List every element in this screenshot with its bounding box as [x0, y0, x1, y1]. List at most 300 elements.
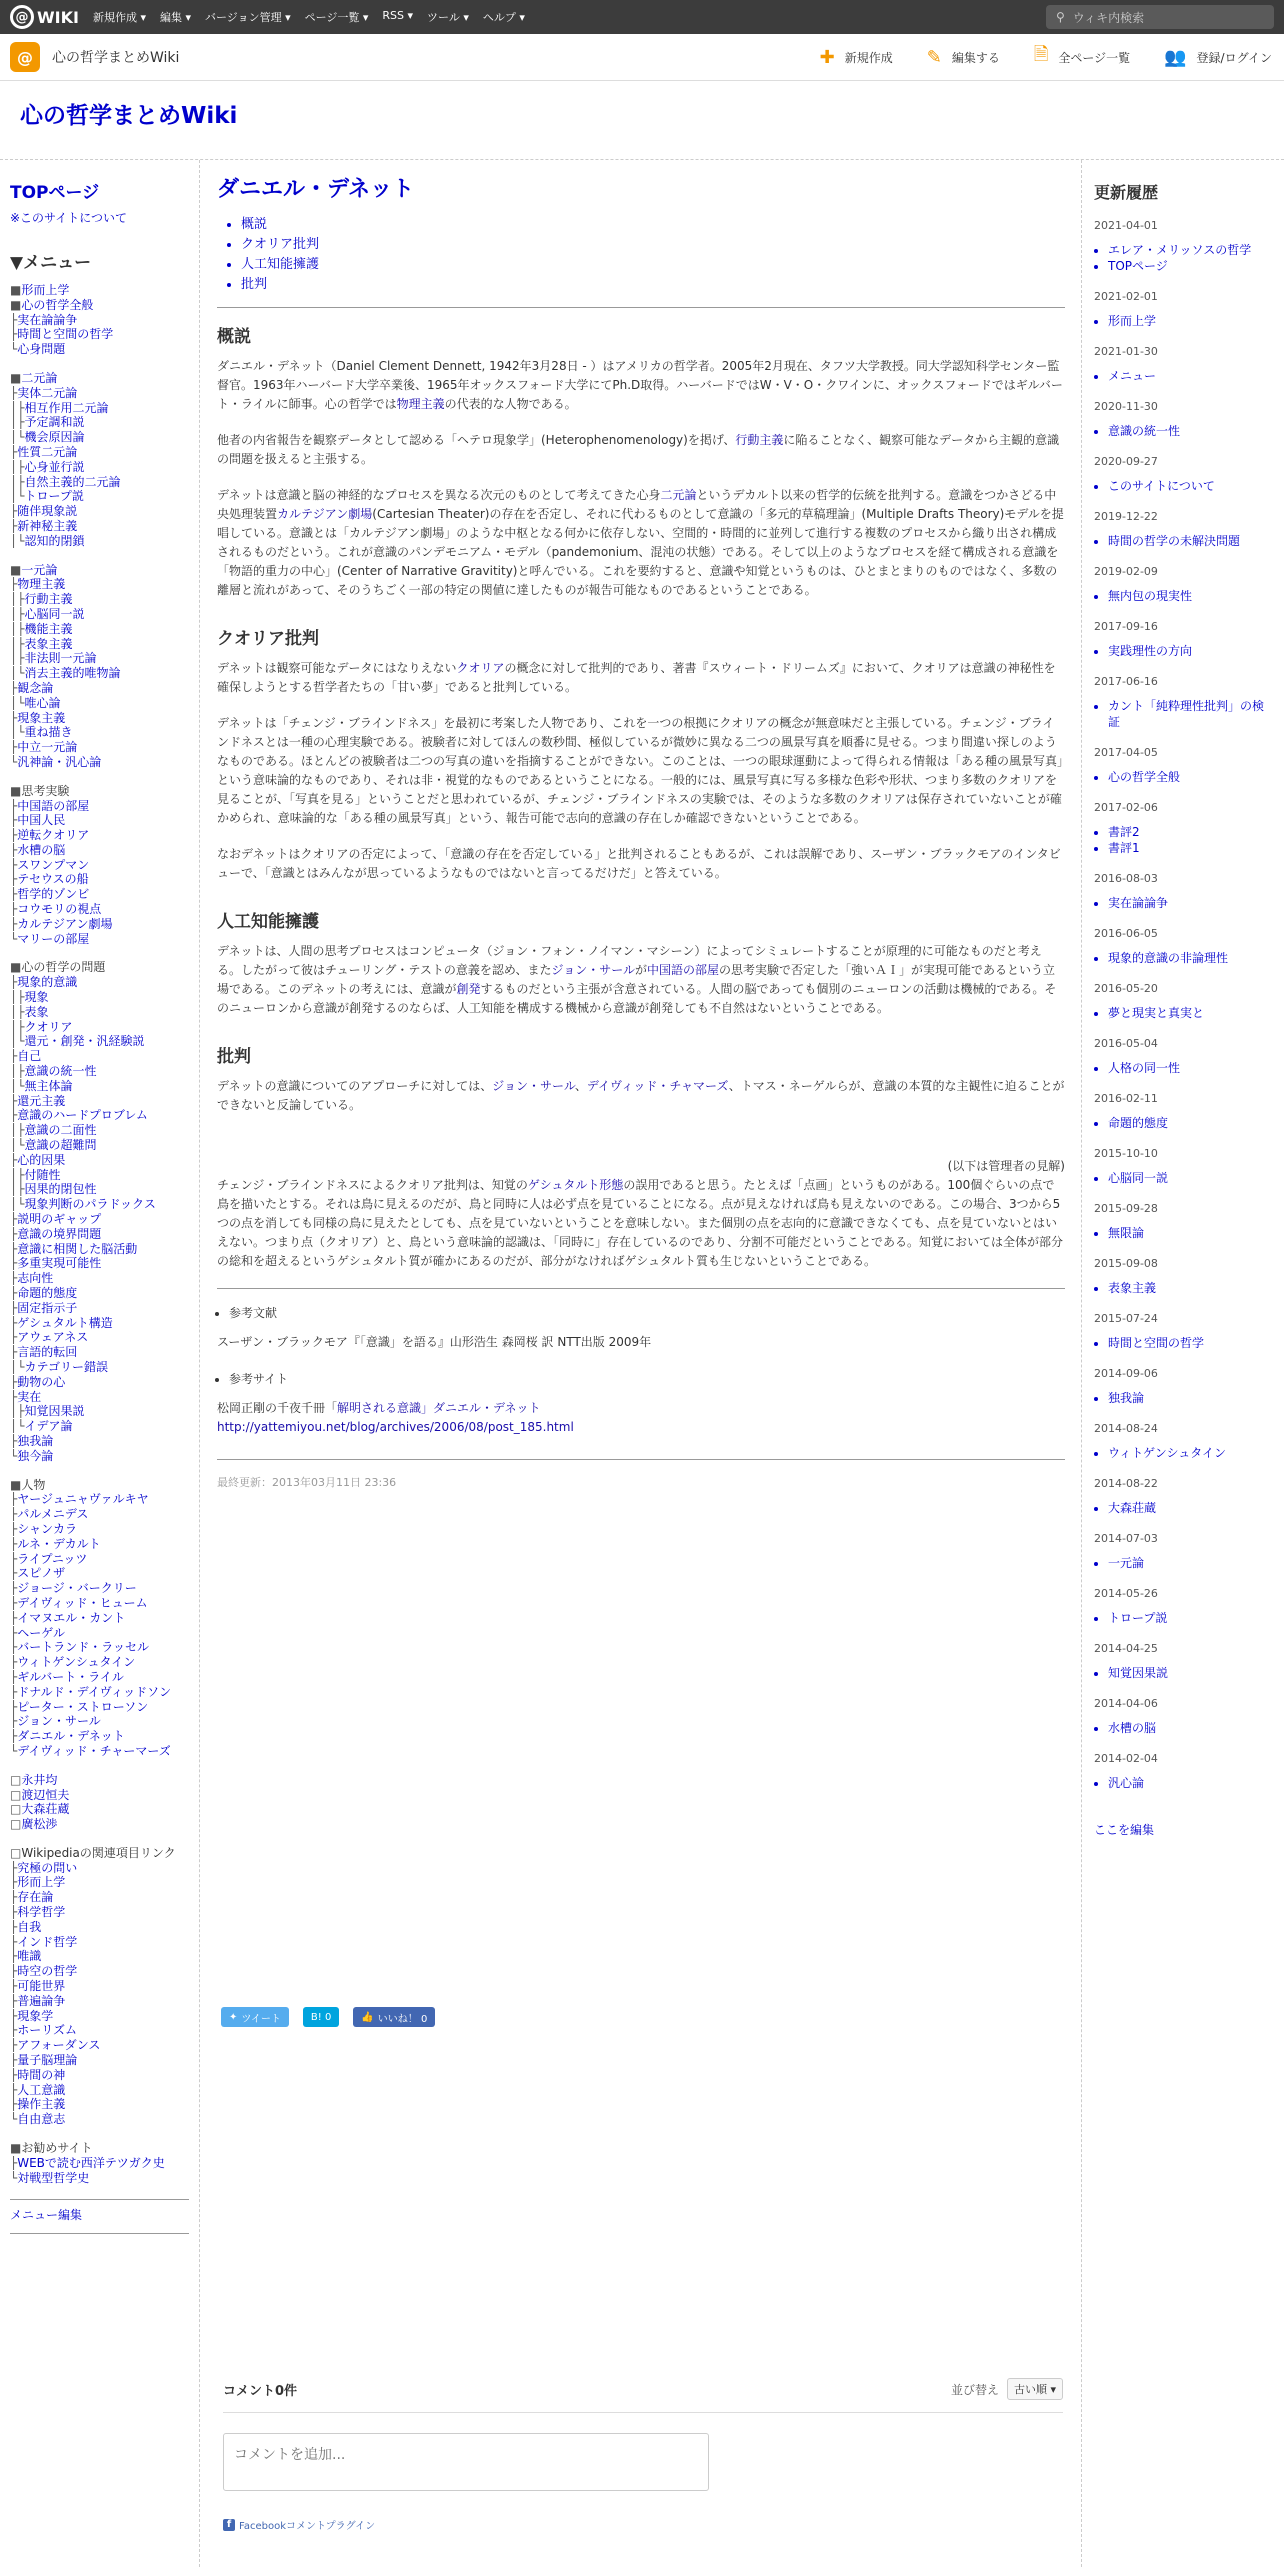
wiki-title[interactable]: 心の哲学まとめWiki [20, 103, 238, 129]
sidebar-item[interactable] [10, 1744, 189, 1759]
change-item-link[interactable]: • 形而上学 [1108, 313, 1274, 329]
tree-marker: ■ [10, 960, 22, 975]
sidebar-item[interactable] [10, 1935, 189, 1950]
link-dualism[interactable]: 二元論 [660, 488, 697, 502]
change-list [1108, 1060, 1274, 1076]
sidebar-item[interactable] [10, 1861, 189, 1876]
sidebar-item[interactable] [10, 577, 189, 592]
sidebar-item[interactable] [10, 1714, 189, 1729]
sidebar-item[interactable] [10, 298, 189, 313]
change-item-link[interactable]: • 無内包の現実性 [1108, 588, 1274, 604]
edit-recent-link[interactable]: ここを編集 [1094, 1823, 1155, 1837]
sidebar-item[interactable] [10, 283, 189, 298]
comments-divider [223, 2412, 1063, 2413]
sort-select[interactable]: 古い順 ▾ [1007, 2378, 1063, 2400]
change-item-link[interactable]: • エレア・メリッソスの哲学 [1108, 242, 1274, 258]
hatena-bookmark-button[interactable] [303, 2007, 339, 2027]
sidebar-item[interactable] [10, 445, 189, 460]
table-of-contents [241, 215, 1065, 295]
link-physicalism[interactable]: 物理主義 [396, 397, 445, 411]
sidebar-item[interactable] [10, 1964, 189, 1979]
paragraph [217, 942, 1065, 1018]
sidebar-item-label: 一元論 [21, 562, 58, 577]
sidebar-item[interactable] [10, 1685, 189, 1700]
sidebar-item-label: 人物 [21, 1477, 46, 1492]
tree-marker: ├ [10, 1521, 18, 1536]
sidebar-item[interactable] [10, 1034, 189, 1049]
sidebar-item[interactable] [10, 1375, 189, 1390]
tree-marker: ├ [10, 2067, 18, 2082]
change-list [1108, 1390, 1274, 1406]
tree-marker: ├ [10, 1919, 18, 1934]
top-menu-item[interactable]: ヘルプ ▾ [482, 11, 525, 24]
sidebar-item[interactable] [10, 1390, 189, 1405]
sidebar-item[interactable] [10, 1492, 189, 1507]
sidebar-item[interactable] [10, 1123, 189, 1138]
change-item-link[interactable]: • 現象的意識の非論理性 [1108, 950, 1274, 966]
tree-marker: ├ [10, 1566, 18, 1581]
text: チェンジ・ブラインドネスによるクオリア批判は、知覚の [217, 1178, 528, 1192]
change-list [1108, 1115, 1274, 1131]
sidebar-item-label: 意識の統一性 [24, 1064, 97, 1079]
change-item-link[interactable]: • 心の哲学全般 [1108, 769, 1274, 785]
edit-page-label: 編集する [951, 50, 1000, 65]
sidebar-item[interactable] [10, 1566, 189, 1581]
sidebar-item[interactable] [10, 681, 189, 696]
sidebar-item-label: 存在論 [17, 1890, 54, 1905]
sidebar-item[interactable] [10, 342, 189, 357]
tree-marker: □ [10, 1845, 22, 1860]
tree-marker: ├ [10, 385, 18, 400]
sidebar-item-label: WEBで読む西洋テツガク史 [17, 2155, 165, 2170]
toc-item[interactable] [241, 275, 1065, 295]
sidebar-item[interactable] [10, 1596, 189, 1611]
sidebar-item[interactable] [10, 1301, 189, 1316]
sidebar-item[interactable] [10, 534, 189, 549]
paragraph [217, 659, 1065, 697]
sidebar-item[interactable] [10, 1197, 189, 1212]
link-qualia[interactable]: クオリア [456, 661, 505, 675]
change-item-link[interactable]: • このサイトについて [1108, 478, 1274, 494]
sidebar-item[interactable] [10, 799, 189, 814]
change-item-link[interactable]: • 命題的態度 [1108, 1115, 1274, 1131]
menu-group-heading [10, 1846, 189, 1861]
sidebar-item[interactable] [10, 858, 189, 873]
change-date: 2017-02-06 [1094, 801, 1158, 814]
text: の概念に対して批判的であり、著書『スウィート・ドリームズ』において、クオリアは意識の神秘性を確保しようとする哲学者たちの「甘い夢」であると批判している。 [217, 661, 1056, 694]
change-item-link[interactable]: • ウィトゲンシュタイン [1108, 1445, 1274, 1461]
sidebar-item[interactable] [10, 887, 189, 902]
change-list [1108, 1775, 1274, 1791]
tree-marker: ├ [10, 1993, 18, 2008]
tree-marker: ├ [10, 1507, 18, 1522]
sidebar-item-label: 永井均 [21, 1772, 58, 1787]
sidebar-item[interactable] [10, 932, 189, 947]
change-item-link[interactable]: • 夢と現実と真実と [1108, 1005, 1274, 1021]
page-title[interactable]: ダニエル・デネット [217, 177, 415, 202]
sidebar-item[interactable] [10, 592, 189, 607]
sidebar-item[interactable] [10, 1286, 189, 1301]
plus-icon: ✚ [819, 46, 835, 68]
all-pages-button[interactable] [1034, 42, 1130, 72]
tree-marker: ├ [10, 872, 18, 887]
link-david-chalmers[interactable]: デイヴィッド・チャマーズ [586, 1079, 729, 1093]
toc-item-label: 人工知能擁護 [241, 257, 320, 272]
sidebar-item-label: 認知的閉鎖 [24, 533, 85, 548]
tree-marker: ├ [10, 1905, 18, 1920]
sidebar-item[interactable] [10, 1404, 189, 1419]
site-actions [786, 34, 1272, 80]
sidebar-item[interactable] [10, 2009, 189, 2024]
change-list [1108, 824, 1274, 856]
new-page-label: 新規作成 [844, 50, 893, 65]
text: 他者の内省報告を観察データとして認める「ヘテロ現象学」(Heterophenomenology)を掲げ、 [217, 433, 736, 447]
top-menu-item[interactable]: バージョン管理 ▾ [205, 11, 291, 24]
sidebar-item-label: ジョージ・バークリー [17, 1581, 137, 1596]
sidebar-item[interactable] [10, 475, 189, 490]
tree-marker: │├ [10, 400, 25, 415]
sidebar-item[interactable] [10, 1168, 189, 1183]
change-item-link[interactable]: • 独我論 [1108, 1390, 1274, 1406]
login-button[interactable] [1164, 47, 1272, 68]
change-item-link[interactable]: • 知覚因果説 [1108, 1665, 1274, 1681]
sidebar-item-label: 性質二元論 [17, 444, 78, 459]
change-list [1108, 769, 1274, 785]
new-page-button[interactable] [820, 47, 893, 68]
change-date: 2017-06-16 [1094, 675, 1158, 688]
sidebar-item-label: 意識のハードプロブレム [17, 1108, 148, 1123]
sidebar-item-label: 科学哲学 [17, 1905, 66, 1920]
sidebar-item[interactable] [10, 519, 189, 534]
paragraph [217, 357, 1065, 414]
tree-marker: ├ [10, 1256, 18, 1271]
sidebar-item[interactable] [10, 1640, 189, 1655]
sidebar-item[interactable] [10, 872, 189, 887]
top-menu-item[interactable]: 新規作成 ▾ [92, 11, 146, 24]
sidebar-item[interactable] [10, 1729, 189, 1744]
sidebar-item[interactable] [10, 1227, 189, 1242]
sidebar-item[interactable] [10, 1537, 189, 1552]
tree-marker: □ [10, 1817, 22, 1832]
change-item-link[interactable]: • 実在論論争 [1108, 895, 1274, 911]
sidebar-item[interactable] [10, 828, 189, 843]
sidebar-item[interactable] [10, 1611, 189, 1626]
sidebar-item[interactable] [10, 460, 189, 475]
link-behaviorism[interactable]: 行動主義 [735, 433, 784, 447]
sidebar-item[interactable] [10, 327, 189, 342]
recent-changes-title: 更新履歴 [1094, 183, 1159, 202]
sidebar-item[interactable] [10, 1020, 189, 1035]
link-gestalt[interactable]: ゲシュタルト形態 [527, 1178, 624, 1192]
change-item-link[interactable]: • TOPページ [1108, 258, 1274, 274]
sidebar-item[interactable] [10, 1449, 189, 1464]
search-input[interactable] [1046, 5, 1274, 29]
sidebar-item[interactable] [10, 1626, 189, 1641]
sidebar-item[interactable] [10, 2156, 189, 2171]
sidebar-item[interactable] [10, 1138, 189, 1153]
search-placeholder: ウィキ内検索 [1072, 10, 1145, 25]
facebook-plugin-link[interactable] [223, 2517, 1063, 2532]
top-menu-item[interactable]: ページ一覧 ▾ [304, 11, 369, 24]
sidebar-item[interactable] [10, 1153, 189, 1168]
tree-marker: │├ [10, 1019, 25, 1034]
sidebar-item[interactable] [10, 1655, 189, 1670]
sidebar-item-label: お勧めサイト [21, 2141, 93, 2156]
sidebar-item[interactable] [10, 2068, 189, 2083]
sidebar-item[interactable] [10, 637, 189, 652]
sidebar-item[interactable] [10, 1256, 189, 1271]
sidebar-item[interactable] [10, 2038, 189, 2053]
sidebar-item-label: 渡辺恒夫 [21, 1787, 70, 1802]
sidebar-item[interactable] [10, 1005, 189, 1020]
reference-text: スーザン・ブラックモア『「意識」を語る』山形浩生 森岡桜 訳 NTT出版 2009年 [217, 1335, 652, 1349]
change-item-link[interactable]: • カント「純粋理性批判」の検証 [1108, 698, 1274, 730]
sidebar-item[interactable] [10, 607, 189, 622]
tree-marker: ├ [10, 1714, 18, 1729]
sidebar-item[interactable] [10, 917, 189, 932]
change-item-link[interactable]: • 書評2 [1108, 824, 1274, 840]
sidebar-item[interactable] [10, 2112, 189, 2127]
sidebar-item-label: 形而上学 [17, 1875, 66, 1890]
menu-group [10, 1478, 189, 1759]
sidebar-item[interactable] [10, 386, 189, 401]
top-menu-item[interactable]: ツール ▾ [427, 11, 469, 24]
sidebar-item-label: 時空の哲学 [17, 1964, 78, 1979]
toc-item[interactable] [241, 215, 1065, 235]
sidebar-item[interactable] [10, 2053, 189, 2068]
link-john-searle[interactable]: ジョン・サール [492, 1079, 575, 1093]
tree-marker: │└ [10, 1138, 25, 1153]
thumbs-up-icon: 👍 [361, 2011, 374, 2023]
sidebar-item[interactable] [10, 1905, 189, 1920]
sidebar-item[interactable] [10, 1079, 189, 1094]
sidebar-item[interactable] [10, 755, 189, 770]
change-list [1108, 1170, 1274, 1186]
top-menu-item[interactable]: 編集 ▾ [159, 11, 192, 24]
change-date: 2016-05-20 [1094, 982, 1158, 995]
sidebar-item[interactable] [10, 843, 189, 858]
sidebar-item[interactable] [10, 415, 189, 430]
sidebar-item[interactable] [10, 1108, 189, 1123]
tree-marker: ├ [10, 2008, 18, 2023]
sidebar-item[interactable] [10, 1994, 189, 2009]
change-date: 2021-04-01 [1094, 219, 1158, 232]
sidebar-item[interactable] [10, 975, 189, 990]
hatena-label: B! 0 [310, 2011, 332, 2023]
sidebar-item[interactable] [10, 902, 189, 917]
change-item-link[interactable]: • 大森荘蔵 [1108, 1500, 1274, 1516]
sidebar-item[interactable] [10, 2097, 189, 2112]
sidebar-item[interactable] [10, 1700, 189, 1715]
tree-marker: ├ [10, 887, 18, 902]
change-item-link[interactable]: • 一元論 [1108, 1555, 1274, 1571]
sidebar-item[interactable] [10, 740, 189, 755]
link-reference-url[interactable]: http://yattemiyou.net/blog/archives/2006/08/post_185.html [217, 1420, 574, 1434]
tree-marker: ├ [10, 842, 18, 857]
sidebar-item[interactable] [10, 563, 189, 578]
tree-marker: │└ [10, 1197, 25, 1212]
sidebar-item[interactable] [10, 1802, 189, 1817]
toc-item[interactable] [241, 235, 1065, 255]
menu-group [10, 371, 189, 549]
tree-marker: ├ [10, 1669, 18, 1684]
sidebar-item[interactable] [10, 1920, 189, 1935]
tree-marker: │├ [10, 592, 25, 607]
tree-marker: ├ [10, 2038, 18, 2053]
tree-marker: │├ [10, 459, 25, 474]
change-item-link[interactable]: • 心脳同一説 [1108, 1170, 1274, 1186]
change-item-link[interactable]: • 時間と空間の哲学 [1108, 1335, 1274, 1351]
at-logo-icon: @ [10, 5, 34, 29]
sidebar-item[interactable] [10, 1507, 189, 1522]
menu-edit-link[interactable]: メニュー編集 [10, 2199, 189, 2223]
sidebar-item-label: 固定指示子 [17, 1300, 78, 1315]
sidebar-item[interactable] [10, 1212, 189, 1227]
sidebar-item[interactable] [10, 1316, 189, 1331]
change-item-link[interactable]: • 汎心論 [1108, 1775, 1274, 1791]
change-item-link[interactable]: • 意識の統一性 [1108, 423, 1274, 439]
sidebar-item[interactable] [10, 2171, 189, 2186]
sidebar-item[interactable] [10, 430, 189, 445]
sidebar-item[interactable] [10, 1182, 189, 1197]
sidebar-item[interactable] [10, 371, 189, 386]
sidebar-item[interactable] [10, 2023, 189, 2038]
tree-marker: ├ [10, 1049, 18, 1064]
sidebar-item[interactable] [10, 1875, 189, 1890]
link-john-searle[interactable]: ジョン・サール [551, 963, 635, 977]
change-list [1108, 1005, 1274, 1021]
tree-marker: ├ [10, 1330, 18, 1345]
sidebar-item[interactable] [10, 1419, 189, 1434]
tree-marker: ├ [10, 828, 18, 843]
sidebar-item[interactable] [10, 313, 189, 328]
sidebar-item-label: パルメニデス [17, 1507, 89, 1522]
facebook-like-button[interactable] [353, 2007, 435, 2027]
change-date: 2016-08-03 [1094, 872, 1158, 885]
sidebar-item[interactable] [10, 1581, 189, 1596]
edit-page-button[interactable] [927, 47, 1000, 68]
sidebar-item[interactable] [10, 1330, 189, 1345]
menu-group [10, 1846, 189, 2127]
sidebar-item[interactable] [10, 1552, 189, 1567]
sidebar-item[interactable] [10, 489, 189, 504]
sidebar-item-label: イマヌエル・カント [17, 1610, 126, 1625]
change-item-link[interactable]: • 書評1 [1108, 840, 1274, 856]
sidebar-item[interactable] [10, 401, 189, 416]
change-item-link[interactable]: • 水槽の脳 [1108, 1720, 1274, 1736]
sidebar-item[interactable] [10, 725, 189, 740]
change-date: 2016-02-11 [1094, 1092, 1158, 1105]
toc-item[interactable] [241, 255, 1065, 275]
wiki-logo[interactable] [10, 5, 79, 29]
tweet-button[interactable] [221, 2007, 289, 2027]
sidebar-item[interactable] [10, 813, 189, 828]
tree-marker: ├ [10, 1729, 18, 1744]
divider [217, 1288, 1065, 1289]
sidebar-item-label: 表象主義 [24, 636, 73, 651]
sidebar-item-label: 現象判断のパラドックス [24, 1197, 156, 1212]
change-item-link[interactable]: • 無限論 [1108, 1225, 1274, 1241]
sidebar-item-label: ヤージュニャヴァルキヤ [17, 1492, 149, 1507]
tree-marker: ├ [10, 1655, 18, 1670]
sidebar-item-label: コウモリの視点 [17, 902, 102, 917]
sidebar-item[interactable] [10, 651, 189, 666]
sidebar-item-label: 意識に相関した脳活動 [17, 1241, 138, 1256]
sidebar-item[interactable] [10, 696, 189, 711]
sidebar-item-label: 志向性 [17, 1271, 54, 1286]
sidebar-item[interactable] [10, 1979, 189, 1994]
menu-group [10, 563, 189, 770]
sidebar-item[interactable] [10, 1890, 189, 1905]
site-name[interactable]: 心の哲学まとめWiki [52, 50, 180, 66]
link-emergence[interactable]: 創発 [456, 982, 481, 996]
sidebar-item[interactable] [10, 1817, 189, 1832]
top-menu [93, 9, 539, 25]
sidebar-item[interactable] [10, 990, 189, 1005]
sidebar-item[interactable] [10, 666, 189, 681]
link-reference-site[interactable]: 解明される意識」ダニエル・デネット [337, 1401, 541, 1415]
pencil-icon: ✎ [926, 46, 942, 68]
sidebar-item[interactable] [10, 1949, 189, 1964]
sidebar-item[interactable] [10, 1242, 189, 1257]
change-item-link[interactable]: • 実践理性の方向 [1108, 643, 1274, 659]
sidebar-item-label: 廣松渉 [21, 1817, 58, 1832]
sidebar-item[interactable] [10, 622, 189, 637]
change-item-link[interactable]: • 表象主義 [1108, 1280, 1274, 1296]
link-cartesian-theater[interactable]: カルテジアン劇場 [277, 507, 373, 521]
sidebar-item[interactable] [10, 2083, 189, 2098]
sidebar-item-label: スワンプマン [17, 857, 90, 872]
change-item-link[interactable]: • 時間の哲学の未解決問題 [1108, 533, 1274, 549]
top-menu-item[interactable]: RSS ▾ [382, 9, 414, 22]
tree-marker: ├ [10, 504, 18, 519]
sidebar-item[interactable] [10, 1670, 189, 1685]
sidebar-item[interactable] [10, 504, 189, 519]
site-logo-icon[interactable]: @ [10, 42, 40, 72]
tree-marker: ├ [10, 680, 18, 695]
change-list [1108, 242, 1274, 274]
sidebar-item[interactable] [10, 711, 189, 726]
top-page-link[interactable]: TOPページ [10, 183, 100, 203]
sidebar-item[interactable] [10, 1049, 189, 1064]
sidebar-item[interactable] [10, 1360, 189, 1375]
text: 、 [574, 1079, 587, 1093]
sidebar-item-label: 時間と空間の哲学 [17, 327, 114, 342]
sidebar-item-label: テセウスの船 [17, 872, 89, 887]
change-item-link[interactable]: • 人格の同一性 [1108, 1060, 1274, 1076]
toc-item-label: 批判 [241, 277, 268, 292]
sidebar-item[interactable] [10, 1094, 189, 1109]
sidebar-item[interactable] [10, 1522, 189, 1537]
sidebar-item[interactable] [10, 1271, 189, 1286]
sidebar-item[interactable] [10, 1345, 189, 1360]
sidebar-item-label: 現象学 [17, 2008, 54, 2023]
sidebar-item[interactable] [10, 1773, 189, 1788]
sidebar-item[interactable] [10, 1434, 189, 1449]
change-item-link[interactable]: • メニュー [1108, 368, 1274, 384]
sidebar-item-label: 新神秘主義 [17, 518, 78, 533]
change-item-link[interactable]: • トロープ説 [1108, 1610, 1274, 1626]
sidebar-item[interactable] [10, 1788, 189, 1803]
sidebar-item[interactable] [10, 1064, 189, 1079]
sidebar-item-label: 無主体論 [24, 1078, 73, 1093]
comment-input[interactable] [223, 2433, 709, 2491]
about-link[interactable]: ※このサイトについて [10, 211, 127, 225]
tree-marker: │├ [10, 1182, 25, 1197]
link-chinese-room[interactable]: 中国語の部屋 [647, 963, 720, 977]
sidebar-item-label: インド哲学 [17, 1934, 78, 1949]
tree-marker: ├ [10, 975, 18, 990]
